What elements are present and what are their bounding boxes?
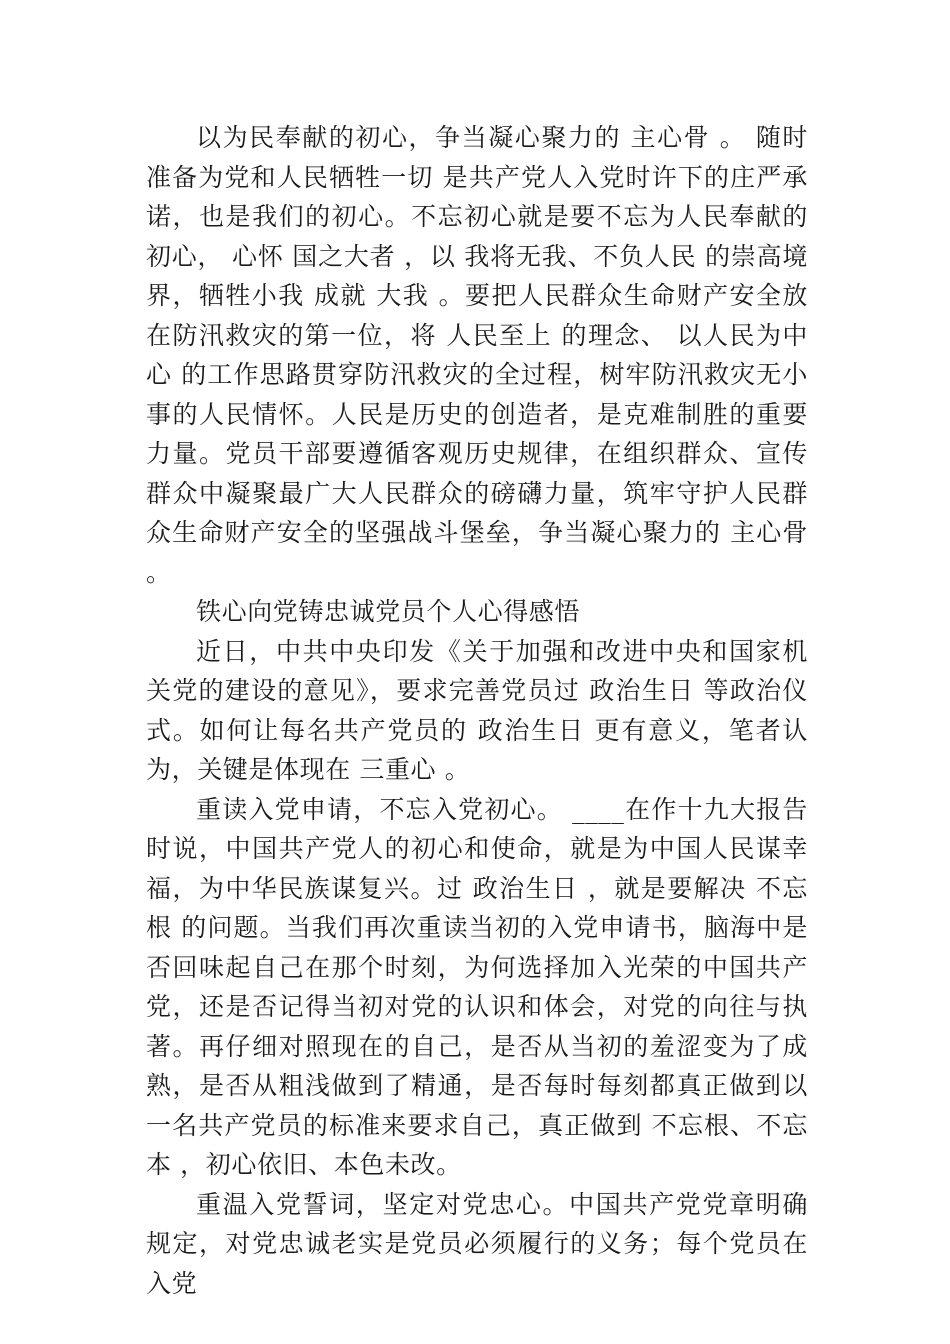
paragraph-reread-application: 重读入党申请，不忘入党初心。 ____在作十九大报告时说，中国共产党人的初心和使命，就是为中国人民谋幸福，为中华民族谋复兴。过 政治生日 ，就是要解决 不忘根 的问题。当我们再次重读当初的入党申请书，脑海中是否回味起自己在那个时刻，为何选择加入光荣的中国共产党，还是否记得当初对党的认识和体会，对党的向往与执著。再仔细对照现在的自己，是否从当初的羞涩变为了成熟，是否从粗浅做到了精通，是否每时每刻都真正做到以一名共产党员的标准来要求自己，真正做到 不忘根、不忘本 ，初心依旧、本色未改。 — [146, 794, 808, 1179]
paragraph-oath: 重温入党誓词，坚定对党忠心。中国共产党党章明确规定，对党忠诚老实是党员必须履行的义务；每个党员在入党 — [146, 1189, 808, 1298]
document-body — [146, 118, 808, 1303]
paragraph-political-birthday: 近日，中共中央印发《关于加强和改进中央和国家机关党的建设的意见》，要求完善党员过 政治生日 等政治仪式。如何让每名共产党员的 政治生日 更有意义，笔者认为，关键是体现在 三重心 。 — [146, 636, 808, 784]
section-heading: 铁心向党铸忠诚党员个人心得感悟 — [196, 597, 581, 626]
paragraph-serve-people: 以为民奉献的初心，争当凝心聚力的 主心骨 。 随时准备为党和人民牺牲一切 是共产党人入党时许下的庄严承诺，也是我们的初心。不忘初心就是要不忘为人民奉献的初心， 心怀 国之大者 ，以 我将无我、不负人民 的崇高境界，牺牲小我 成就 大我 。要把人民群众生命财产安全放在防汛救灾的第一位，将 人民至上 的理念、 以人民为中心 的工作思路贯穿防汛救灾的全过程，树牢防汛救灾无小事的人民情怀。人民是历史的创造者，是克难制胜的重要力量。党员干部要遵循客观历史规律，在组织群众、宣传群众中凝聚最广大人民群众的磅礴力量，筑牢守护人民群众生命财产安全的坚强战斗堡垒，争当凝心聚力的 主心骨 。 — [146, 123, 808, 587]
